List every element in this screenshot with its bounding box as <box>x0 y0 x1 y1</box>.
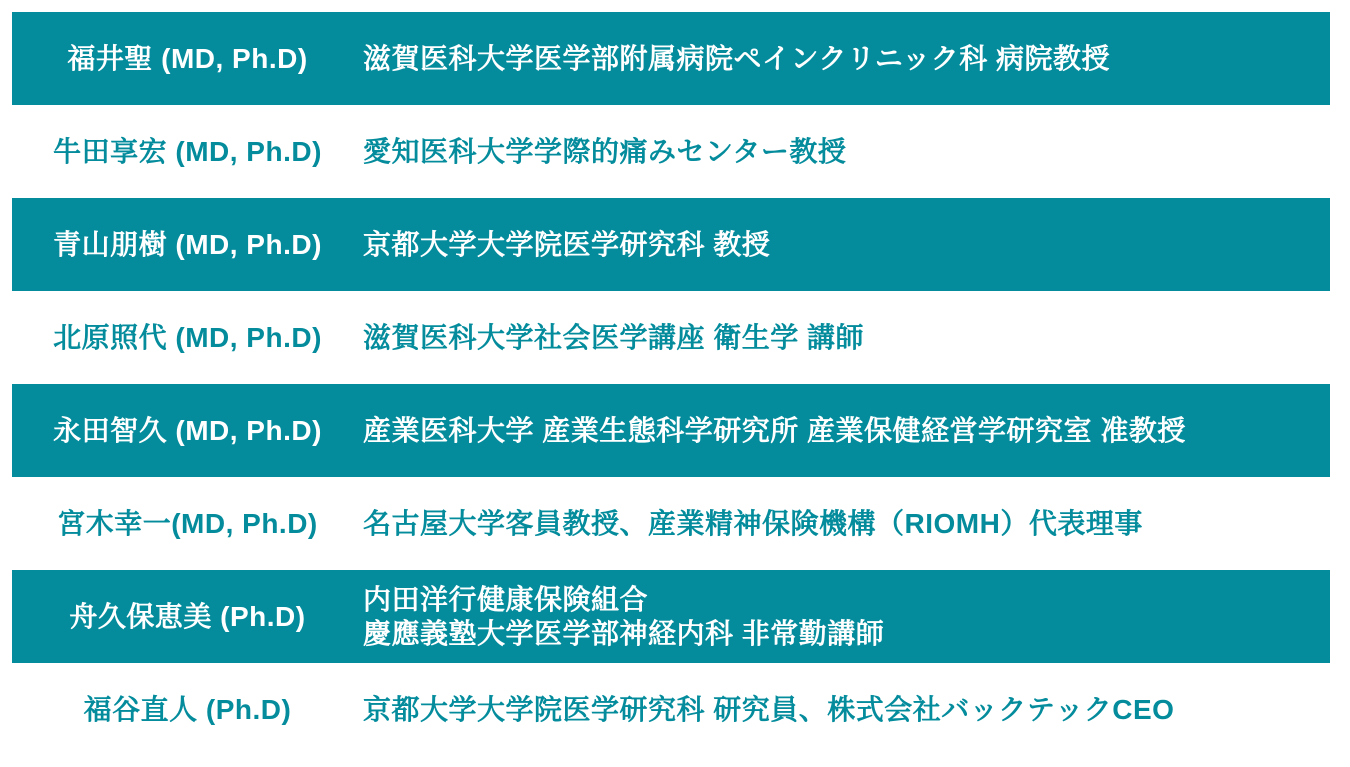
affiliation-line: 産業医科大学 産業生態科学研究所 産業保健経営学研究室 准教授 <box>363 414 1186 446</box>
member-row <box>12 291 1330 384</box>
member-affiliation <box>363 42 1330 76</box>
member-row <box>12 198 1330 291</box>
affiliation-line: 名古屋大学客員教授、産業精神保険機構（RIOMH）代表理事 <box>363 507 1143 539</box>
member-affiliation <box>363 135 1330 169</box>
member-row <box>12 477 1330 570</box>
member-affiliation <box>363 693 1330 727</box>
member-affiliation <box>363 583 1330 651</box>
member-row <box>12 105 1330 198</box>
member-row <box>12 384 1330 477</box>
member-name: 福谷直人 (Ph.D) <box>83 693 292 725</box>
member-name: 永田智久 (MD, Ph.D) <box>53 414 322 446</box>
member-affiliation <box>363 507 1330 541</box>
affiliation-line: 滋賀医科大学社会医学講座 衛生学 講師 <box>363 321 865 353</box>
member-name: 宮木幸一(MD, Ph.D) <box>57 507 318 539</box>
affiliation-line: 慶應義塾大学医学部神経内科 非常勤講師 <box>363 617 885 649</box>
members-table <box>12 12 1330 756</box>
member-row <box>12 12 1330 105</box>
member-affiliation <box>363 321 1330 355</box>
member-name: 北原照代 (MD, Ph.D) <box>53 321 322 353</box>
affiliation-line: 京都大学大学院医学研究科 教授 <box>363 228 771 260</box>
member-affiliation <box>363 414 1330 448</box>
member-row <box>12 663 1330 756</box>
affiliation-line: 内田洋行健康保険組合 <box>363 583 649 615</box>
affiliation-line: 京都大学大学院医学研究科 研究員、株式会社バックテックCEO <box>363 693 1175 725</box>
member-name: 舟久保恵美 (Ph.D) <box>69 600 306 632</box>
member-name: 福井聖 (MD, Ph.D) <box>67 42 308 74</box>
member-affiliation <box>363 228 1330 262</box>
member-name: 青山朋樹 (MD, Ph.D) <box>53 228 322 260</box>
affiliation-line: 滋賀医科大学医学部附属病院ペインクリニック科 病院教授 <box>363 42 1111 74</box>
affiliation-line: 愛知医科大学学際的痛みセンター教授 <box>363 135 847 167</box>
member-name: 牛田享宏 (MD, Ph.D) <box>53 135 322 167</box>
member-row <box>12 570 1330 663</box>
